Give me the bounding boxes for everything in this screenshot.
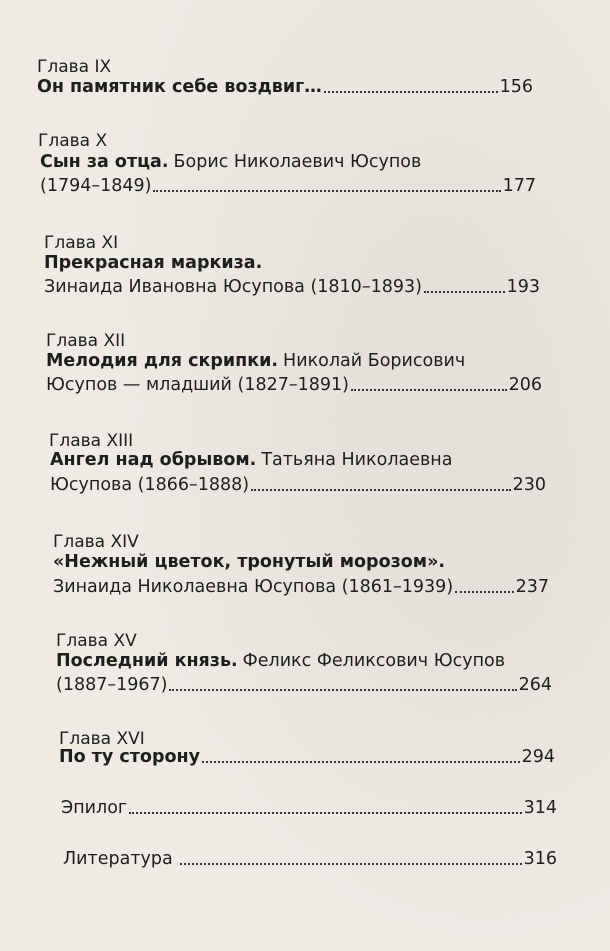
toc-line	[46, 349, 526, 373]
toc-line	[53, 550, 533, 574]
chapter-subtitle-cont: (1794–1849)	[40, 176, 152, 196]
chapter-label: Глава XIII	[49, 431, 134, 451]
leader-dots	[424, 275, 505, 293]
chapter-label: Глава XVI	[59, 729, 145, 749]
chapter-title: Прекрасная маркиза.	[44, 253, 263, 273]
chapter-label: Глава XII	[46, 331, 126, 351]
chapter-title: «Нежный цветок, тронутый морозом».	[53, 552, 446, 572]
leader-dots	[202, 745, 520, 763]
chapter-subtitle-cont: Юсупова (1866–1888)	[50, 475, 250, 495]
chapter-title: По ту сторону	[59, 747, 200, 767]
leader-dots	[169, 673, 516, 691]
chapter-subtitle-cont: Зинаида Николаевна Юсупова (1861–1939)	[53, 577, 454, 597]
leader-dots	[324, 75, 498, 93]
toc-line	[50, 448, 530, 472]
chapter-label: Глава XI	[44, 233, 119, 253]
toc-line	[40, 150, 520, 174]
chapter-label: Глава XIV	[53, 532, 139, 552]
toc-line-epilogue	[61, 796, 557, 820]
page-number: 177	[502, 176, 536, 196]
chapter-label: Глава IX	[37, 57, 112, 77]
toc-line	[53, 575, 549, 599]
toc-line-literature	[63, 847, 557, 871]
page-number: 316	[523, 849, 557, 869]
page-number: 193	[506, 277, 540, 297]
chapter-subtitle-cont: Зинаида Ивановна Юсупова (1810–1893)	[44, 277, 422, 297]
toc-line	[44, 251, 524, 275]
literature-title: Литература	[63, 849, 173, 869]
chapter-subtitle: Феликс Феликсович Юсупов	[242, 651, 506, 671]
toc-line	[56, 649, 536, 673]
toc-line	[37, 75, 533, 99]
page-number: 230	[512, 475, 546, 495]
chapter-label: Глава X	[38, 131, 108, 151]
toc-line	[50, 473, 546, 497]
leader-dots	[180, 847, 522, 865]
chapter-subtitle: Николай Борисович	[283, 351, 466, 371]
chapter-title: Он памятник себе воздвиг…	[37, 77, 322, 97]
chapter-title: Сын за отца.	[40, 152, 169, 172]
page-number: 264	[518, 675, 552, 695]
page-number: 237	[515, 577, 549, 597]
chapter-title: Последний князь.	[56, 651, 238, 671]
page-number: 156	[499, 77, 533, 97]
toc-line	[56, 673, 552, 697]
page-number: 294	[521, 747, 555, 767]
chapter-subtitle: Борис Николаевич Юсупов	[173, 152, 422, 172]
leader-dots	[351, 373, 507, 391]
page-number: 206	[508, 375, 542, 395]
page-number: 314	[523, 798, 557, 818]
chapter-title: Ангел над обрывом.	[50, 450, 257, 470]
toc-line	[59, 745, 555, 769]
leader-dots	[129, 796, 521, 814]
chapter-subtitle-cont: Юсупов — младший (1827–1891)	[46, 375, 349, 395]
chapter-subtitle: Татьяна Николаевна	[261, 450, 453, 470]
epilogue-title: Эпилог	[61, 798, 128, 818]
toc-line	[44, 275, 540, 299]
toc-line	[40, 174, 536, 198]
toc-line	[46, 373, 542, 397]
chapter-subtitle-cont: (1887–1967)	[56, 675, 168, 695]
leader-dots	[251, 473, 510, 491]
chapter-title: Мелодия для скрипки.	[46, 351, 279, 371]
leader-dots	[455, 575, 513, 593]
chapter-label: Глава XV	[56, 631, 137, 651]
leader-dots	[153, 174, 500, 192]
